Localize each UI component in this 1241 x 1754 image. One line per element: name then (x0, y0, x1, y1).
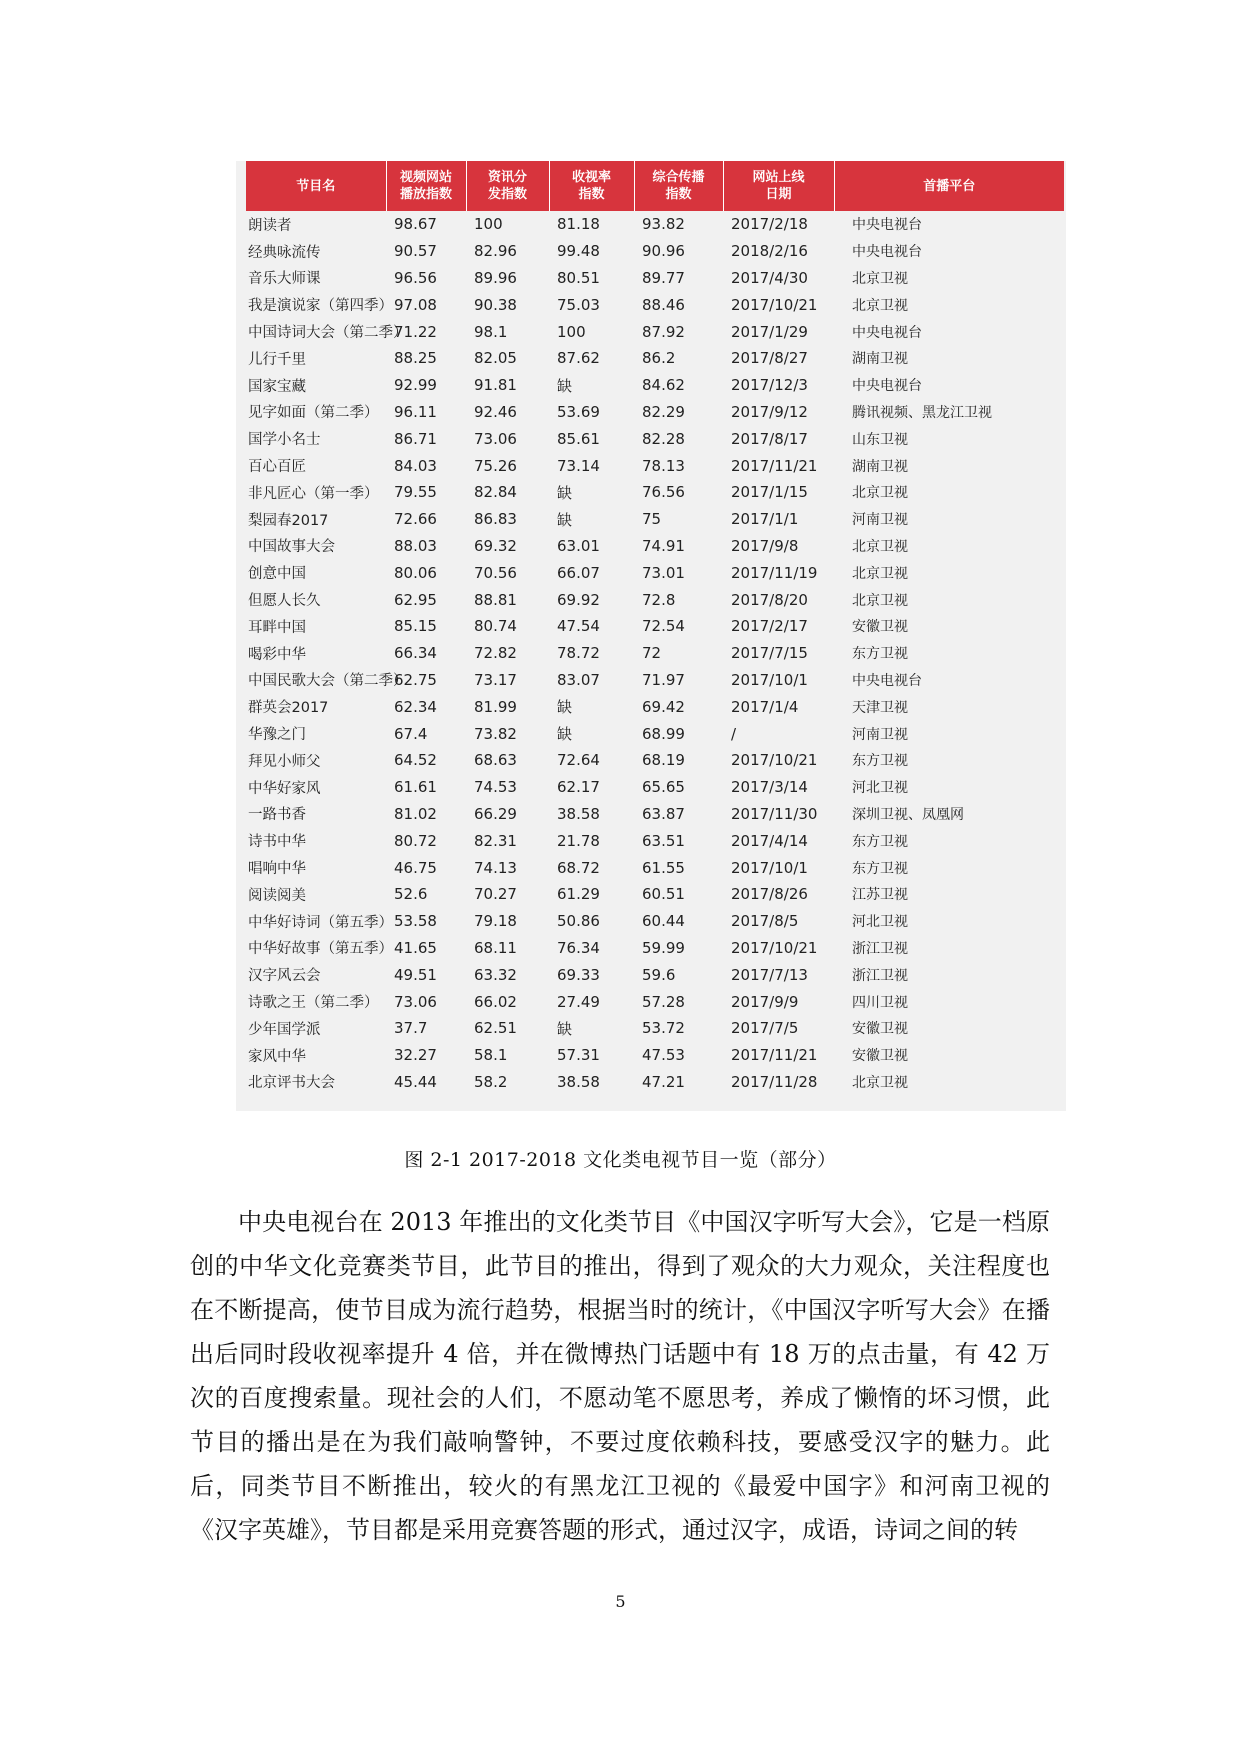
table-cell: 2017/7/13 (731, 965, 808, 984)
table-cell: 中央电视台 (852, 672, 922, 689)
table-cell: 78.13 (642, 456, 685, 475)
table-cell: 99.48 (557, 242, 600, 261)
table-cell: 2017/7/5 (731, 1019, 799, 1038)
table-cell: 68.72 (557, 858, 600, 877)
table-cell: 86.71 (394, 429, 437, 448)
table-cell: 北京卫视 (852, 538, 908, 555)
table-cell: 73.82 (474, 724, 517, 743)
table-cell: 59.6 (642, 965, 676, 984)
table-cell: 67.4 (394, 724, 428, 743)
table-cell: 57.28 (642, 992, 685, 1011)
table-cell: 61.61 (394, 778, 437, 797)
table-cell: 拜见小师父 (248, 753, 321, 770)
table-cell: 66.02 (474, 992, 517, 1011)
table-cell: 82.31 (474, 831, 517, 850)
table-cell: 2017/1/1 (731, 510, 799, 529)
table-row (246, 479, 1064, 506)
table-cell: 63.32 (474, 965, 517, 984)
table-cell: 东方卫视 (852, 833, 908, 850)
table-cell: 92.46 (474, 402, 517, 421)
table-row (246, 640, 1064, 667)
table-cell: 2017/10/21 (731, 751, 818, 770)
table-cell: 国学小名士 (248, 432, 321, 449)
table-cell: 66.34 (394, 644, 437, 663)
table-cell: 深圳卫视、凤凰网 (852, 806, 964, 823)
table-cell: 诗书中华 (248, 834, 306, 851)
table-cell: 70.27 (474, 885, 517, 904)
table-cell: 喝彩中华 (248, 646, 306, 663)
table-cell: 北京卫视 (852, 485, 908, 502)
table-cell: 中华好故事（第五季） (248, 941, 393, 958)
table-cell: 唱响中华 (248, 861, 306, 878)
table-row (246, 693, 1064, 720)
table-row (246, 1042, 1064, 1069)
table-cell: 63.01 (557, 536, 600, 555)
table-cell: 中央电视台 (852, 378, 922, 395)
table-cell: 61.55 (642, 858, 685, 877)
table-cell: 梨园春2017 (248, 512, 329, 529)
table-cell: 缺 (557, 698, 573, 717)
table-cell: 浙江卫视 (852, 967, 908, 984)
column-header: 收视率 指数 (549, 161, 634, 211)
table-cell: 82.05 (474, 349, 517, 368)
table-cell: 2017/11/21 (731, 1046, 818, 1065)
table-cell: 97.08 (394, 295, 437, 314)
table-cell: 41.65 (394, 938, 437, 957)
table-row (246, 318, 1064, 345)
table-row (246, 265, 1064, 292)
table-cell: 天津卫视 (852, 699, 908, 716)
table-cell: 73.06 (474, 429, 517, 448)
column-header: 首播平台 (834, 161, 1064, 211)
table-cell: 北京卫视 (852, 592, 908, 609)
table-cell: 安徽卫视 (852, 1021, 908, 1038)
table-cell: 92.99 (394, 376, 437, 395)
table-cell: 89.77 (642, 268, 685, 287)
table-cell: 2017/8/27 (731, 349, 808, 368)
table-cell: 80.74 (474, 617, 517, 636)
table-cell: 河南卫视 (852, 726, 908, 743)
table-row (246, 988, 1064, 1015)
table-cell: 74.91 (642, 536, 685, 555)
body-paragraph: 中央电视台在 2013 年推出的文化类节目《中国汉字听写大会》，它是一档原创的中华文化竞赛类节目，此节目的推出，得到了观众的大力观众，关注程度也在不断提高，使节目成为流行趋势，根据当时的统计，《中国汉字听写大会》在播出后同时段收视率提升 4 倍，并在微博热门话题中有 18 万的点击量，有 42 万次的百度搜索量。现社会的人们，不愿动笔不愿思考，养成了懒惰的坏习惯，此节目的播出是在为我们敲响警钟，不要过度依赖科技，要感受汉字的魅力。此后，同类节目不断推出，较火的有黑龙江卫视的《最爱中国字》和河南卫视的《汉字英雄》，节目都是采用竞赛答题的形式，通过汉字，成语，诗词之间的转 (190, 1208, 1050, 1544)
table-cell: 2017/2/18 (731, 215, 808, 234)
table-cell: 2017/10/21 (731, 938, 818, 957)
table-cell: 创意中国 (248, 566, 306, 583)
figure-caption: 图 2-1 2017-2018 文化类电视节目一览（部分） (404, 1149, 837, 1171)
table-cell: 69.32 (474, 536, 517, 555)
table-cell: 88.03 (394, 536, 437, 555)
table-cell: 2017/9/12 (731, 402, 808, 421)
table-cell: 2017/11/21 (731, 456, 818, 475)
table-cell: 78.72 (557, 644, 600, 663)
table-cell: 69.42 (642, 697, 685, 716)
table-cell: 中国诗词大会（第二季） (248, 325, 408, 342)
table-cell: 2017/2/17 (731, 617, 808, 636)
table-cell: 阅读阅美 (248, 887, 306, 904)
table-cell: 58.2 (474, 1072, 508, 1091)
table-row (246, 667, 1064, 694)
table-cell: 82.29 (642, 402, 685, 421)
table-cell: 国家宝藏 (248, 378, 306, 395)
table-cell: 2017/8/26 (731, 885, 808, 904)
table-cell: 安徽卫视 (852, 619, 908, 636)
table-row (246, 345, 1064, 372)
table-row (246, 774, 1064, 801)
table-cell: 62.75 (394, 670, 437, 689)
table-cell: 91.81 (474, 376, 517, 395)
table-cell: 32.27 (394, 1046, 437, 1065)
table-cell: 93.82 (642, 215, 685, 234)
table-body (246, 211, 1064, 1095)
table-cell: 86.2 (642, 349, 676, 368)
table-row (246, 908, 1064, 935)
table-row (246, 586, 1064, 613)
table-cell: 63.87 (642, 804, 685, 823)
table-cell: 缺 (557, 1019, 573, 1038)
table-cell: 东方卫视 (852, 753, 908, 770)
table-cell: 60.44 (642, 912, 685, 931)
table-cell: 84.03 (394, 456, 437, 475)
table-cell: 76.34 (557, 938, 600, 957)
table-cell: 北京卫视 (852, 270, 908, 287)
table-cell: 52.6 (394, 885, 428, 904)
table-cell: 62.51 (474, 1019, 517, 1038)
table-cell: 2017/3/14 (731, 778, 808, 797)
table-cell: 2017/8/5 (731, 912, 799, 931)
table-cell: 朗读者 (248, 217, 292, 234)
table-cell: 72.66 (394, 510, 437, 529)
table-cell: 88.46 (642, 295, 685, 314)
table-cell: 2017/4/14 (731, 831, 808, 850)
table-cell: 经典咏流传 (248, 244, 321, 261)
column-header: 视频网站 播放指数 (386, 161, 466, 211)
table-cell: 81.18 (557, 215, 600, 234)
table-cell: 少年国学派 (248, 1021, 321, 1038)
table-cell: 我是演说家（第四季） (248, 298, 393, 315)
table-cell: 江苏卫视 (852, 887, 908, 904)
table-cell: 2017/1/15 (731, 483, 808, 502)
table-cell: 68.99 (642, 724, 685, 743)
table-row (246, 399, 1064, 426)
table-cell: 62.34 (394, 697, 437, 716)
table-cell: 63.51 (642, 831, 685, 850)
table-cell: 45.44 (394, 1072, 437, 1091)
table-cell: 82.84 (474, 483, 517, 502)
table-cell: 73.14 (557, 456, 600, 475)
table-row (246, 881, 1064, 908)
table-row (246, 961, 1064, 988)
table-row (246, 533, 1064, 560)
table-cell: 84.62 (642, 376, 685, 395)
table-cell: 66.29 (474, 804, 517, 823)
table-cell: 2017/9/9 (731, 992, 799, 1011)
table-cell: 中华好诗词（第五季） (248, 914, 393, 931)
table-cell: 但愿人长久 (248, 593, 321, 610)
table-cell: 北京评书大会 (248, 1075, 335, 1092)
table-cell: 87.92 (642, 322, 685, 341)
table-cell: 79.55 (394, 483, 437, 502)
table-cell: 50.86 (557, 912, 600, 931)
table-cell: 68.63 (474, 751, 517, 770)
table-cell: 73.06 (394, 992, 437, 1011)
table-cell: 河南卫视 (852, 512, 908, 529)
table-cell: 82.28 (642, 429, 685, 448)
table-cell: 86.83 (474, 510, 517, 529)
table-cell: 64.52 (394, 751, 437, 770)
table-cell: 90.96 (642, 242, 685, 261)
table-cell: 中央电视台 (852, 217, 922, 234)
table-cell: 北京卫视 (852, 297, 908, 314)
table-cell: 中国民歌大会（第二季） (248, 673, 408, 690)
program-table-image (236, 161, 1066, 1111)
table-cell: 88.81 (474, 590, 517, 609)
table-cell: 68.11 (474, 938, 517, 957)
table-cell: 59.99 (642, 938, 685, 957)
column-header: 资讯分 发指数 (466, 161, 549, 211)
table-cell: 90.57 (394, 242, 437, 261)
table-cell: 72 (642, 644, 662, 663)
table-cell: 非凡匠心（第一季） (248, 485, 379, 502)
table-cell: 81.99 (474, 697, 517, 716)
table-row (246, 559, 1064, 586)
table-cell: 2018/2/16 (731, 242, 808, 261)
table-cell: 98.67 (394, 215, 437, 234)
table-row (246, 1015, 1064, 1042)
table-cell: 74.53 (474, 778, 517, 797)
table-cell: 华豫之门 (248, 727, 306, 744)
table-cell: 47.54 (557, 617, 600, 636)
table-cell: 72.8 (642, 590, 676, 609)
table-cell: 62.17 (557, 778, 600, 797)
table-row (246, 372, 1064, 399)
table-cell: 2017/1/29 (731, 322, 808, 341)
table-cell: 72.54 (642, 617, 685, 636)
table-cell: 90.38 (474, 295, 517, 314)
table-cell: 2017/11/28 (731, 1072, 818, 1091)
table-cell: 80.72 (394, 831, 437, 850)
table-cell: 88.25 (394, 349, 437, 368)
table-cell: 73.17 (474, 670, 517, 689)
table-cell: 2017/10/1 (731, 858, 808, 877)
table-row (246, 613, 1064, 640)
table-cell: 81.02 (394, 804, 437, 823)
table-cell: 71.22 (394, 322, 437, 341)
table-cell: 57.31 (557, 1046, 600, 1065)
table-cell: 72.64 (557, 751, 600, 770)
table-cell: 2017/1/4 (731, 697, 799, 716)
table-cell: 一路书香 (248, 807, 306, 824)
table-cell: 2017/9/8 (731, 536, 799, 555)
table-cell: 46.75 (394, 858, 437, 877)
table-cell: 53.69 (557, 402, 600, 421)
table-cell: 66.07 (557, 563, 600, 582)
table-cell: 100 (557, 322, 586, 341)
table-cell: 北京卫视 (852, 565, 908, 582)
table-cell: 2017/11/30 (731, 804, 818, 823)
table-cell: 湖南卫视 (852, 351, 908, 368)
table-cell: / (731, 724, 737, 743)
table-cell: 71.97 (642, 670, 685, 689)
table-cell: 62.95 (394, 590, 437, 609)
table-cell: 河北卫视 (852, 780, 908, 797)
table-row (246, 747, 1064, 774)
table-cell: 85.15 (394, 617, 437, 636)
table-cell: 东方卫视 (852, 860, 908, 877)
table-cell: 75.03 (557, 295, 600, 314)
table-cell: 74.13 (474, 858, 517, 877)
table-cell: 2017/4/30 (731, 268, 808, 287)
table-cell: 100 (474, 215, 503, 234)
body-text (190, 1200, 1050, 1552)
program-table (246, 161, 1064, 1095)
table-row (246, 211, 1064, 238)
table-cell: 87.62 (557, 349, 600, 368)
table-cell: 80.06 (394, 563, 437, 582)
table-cell: 耳畔中国 (248, 619, 306, 636)
table-cell: 2017/11/19 (731, 563, 818, 582)
table-cell: 79.18 (474, 912, 517, 931)
table-cell: 2017/10/1 (731, 670, 808, 689)
table-row (246, 854, 1064, 881)
table-cell: 72.82 (474, 644, 517, 663)
table-header-row (246, 161, 1064, 211)
table-cell: 96.11 (394, 402, 437, 421)
column-header: 综合传播 指数 (634, 161, 723, 211)
table-cell: 北京卫视 (852, 1074, 908, 1091)
table-cell: 98.1 (474, 322, 508, 341)
table-cell: 百心百匠 (248, 459, 306, 476)
table-cell: 69.92 (557, 590, 600, 609)
table-row (246, 720, 1064, 747)
column-header: 网站上线 日期 (723, 161, 834, 211)
table-row (246, 238, 1064, 265)
table-row (246, 801, 1064, 828)
table-cell: 中国故事大会 (248, 539, 335, 556)
table-cell: 82.96 (474, 242, 517, 261)
table-cell: 70.56 (474, 563, 517, 582)
table-cell: 中央电视台 (852, 244, 922, 261)
table-cell: 49.51 (394, 965, 437, 984)
table-cell: 60.51 (642, 885, 685, 904)
table-cell: 65.65 (642, 778, 685, 797)
table-cell: 安徽卫视 (852, 1048, 908, 1065)
table-cell: 85.61 (557, 429, 600, 448)
table-cell: 四川卫视 (852, 994, 908, 1011)
table-cell: 37.7 (394, 1019, 428, 1038)
table-row (246, 935, 1064, 962)
table-cell: 75 (642, 510, 662, 529)
column-header: 节目名 (246, 161, 386, 211)
table-cell: 汉字风云会 (248, 968, 321, 985)
table-cell: 中华好家风 (248, 780, 321, 797)
table-cell: 80.51 (557, 268, 600, 287)
table-cell: 76.56 (642, 483, 685, 502)
table-cell: 38.58 (557, 1072, 600, 1091)
table-cell: 东方卫视 (852, 646, 908, 663)
table-cell: 53.72 (642, 1019, 685, 1038)
table-cell: 腾讯视频、黑龙江卫视 (852, 404, 992, 421)
table-row (246, 1069, 1064, 1096)
table-cell: 浙江卫视 (852, 940, 908, 957)
table-cell: 湖南卫视 (852, 458, 908, 475)
table-row (246, 506, 1064, 533)
table-cell: 家风中华 (248, 1048, 306, 1065)
table-cell: 儿行千里 (248, 351, 306, 368)
table-cell: 53.58 (394, 912, 437, 931)
table-cell: 2017/12/3 (731, 376, 808, 395)
table-cell: 2017/10/21 (731, 295, 818, 314)
table-cell: 中央电视台 (852, 324, 922, 341)
table-cell: 58.1 (474, 1046, 508, 1065)
table-cell: 27.49 (557, 992, 600, 1011)
table-cell: 2017/8/17 (731, 429, 808, 448)
table-cell: 音乐大师课 (248, 271, 321, 288)
table-cell: 83.07 (557, 670, 600, 689)
table-cell: 河北卫视 (852, 914, 908, 931)
table-cell: 89.96 (474, 268, 517, 287)
table-row (246, 291, 1064, 318)
table-cell: 山东卫视 (852, 431, 908, 448)
table-cell: 缺 (557, 483, 573, 502)
table-cell: 75.26 (474, 456, 517, 475)
table-cell: 群英会2017 (248, 700, 329, 717)
table-row (246, 827, 1064, 854)
table-cell: 68.19 (642, 751, 685, 770)
table-cell: 47.53 (642, 1046, 685, 1065)
table-cell: 缺 (557, 376, 573, 395)
table-row (246, 452, 1064, 479)
table-cell: 47.21 (642, 1072, 685, 1091)
table-cell: 61.29 (557, 885, 600, 904)
table-row (246, 425, 1064, 452)
page-number: 5 (615, 1592, 626, 1611)
table-cell: 诗歌之王（第二季） (248, 995, 379, 1011)
table-cell: 96.56 (394, 268, 437, 287)
table-cell: 21.78 (557, 831, 600, 850)
table-cell: 2017/8/20 (731, 590, 808, 609)
table-cell: 69.33 (557, 965, 600, 984)
table-cell: 缺 (557, 725, 573, 744)
table-cell: 见字如面（第二季） (248, 405, 379, 422)
table-cell: 2017/7/15 (731, 644, 808, 663)
table-cell: 缺 (557, 510, 573, 529)
table-cell: 73.01 (642, 563, 685, 582)
table-cell: 38.58 (557, 804, 600, 823)
